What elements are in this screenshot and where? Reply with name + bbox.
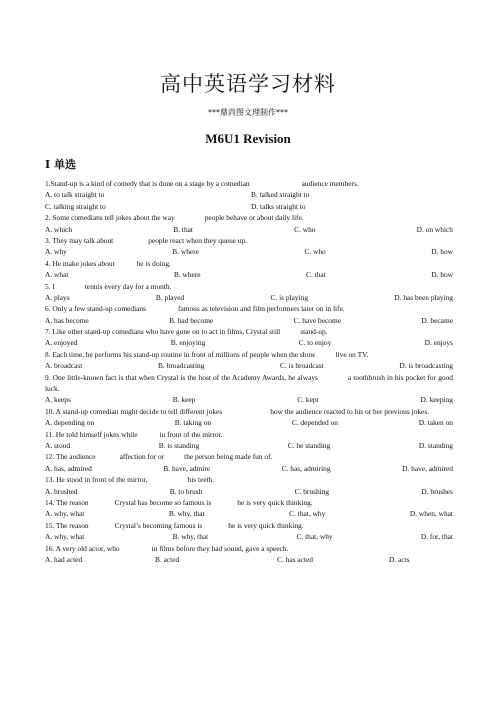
option-c[interactable]: C. have become xyxy=(293,315,341,325)
question-4 xyxy=(45,258,453,269)
option-a[interactable]: A. depending on xyxy=(45,418,95,428)
option-b[interactable]: B. talked straight to xyxy=(251,190,310,200)
options-row xyxy=(45,554,453,565)
question-stem: 14. The reason xyxy=(45,497,89,507)
option-d[interactable]: D. brushes xyxy=(421,486,453,496)
options-row xyxy=(45,440,453,451)
question-stem: 9. One little-known fact is that when Crystal is the host of the Academy Awards, he always xyxy=(45,372,318,382)
option-c[interactable]: C. that, why xyxy=(296,532,333,542)
option-a[interactable]: A. broadcast xyxy=(45,361,83,371)
document-title: 高中英语学习材料 xyxy=(160,72,336,96)
question-stem-end: stand-up. xyxy=(300,327,328,337)
question-stem: 1.Stand-up is a kind of comedy that is done on a stage by a comedian xyxy=(45,179,250,188)
question-9 xyxy=(45,372,453,395)
option-c[interactable]: C. has acted xyxy=(277,554,313,564)
options-row xyxy=(45,508,453,519)
question-stem-end: people react when they queue up. xyxy=(148,235,248,245)
option-b[interactable]: B. that xyxy=(173,224,193,234)
option-d[interactable]: D. keeping xyxy=(420,395,453,405)
options-row xyxy=(45,486,453,497)
option-d[interactable]: D. how xyxy=(431,270,453,280)
option-a[interactable]: A. what xyxy=(45,270,69,280)
option-c[interactable]: C. brushing xyxy=(294,486,330,496)
options-row xyxy=(45,417,453,428)
option-c[interactable]: C. depended on xyxy=(291,418,338,428)
question-1 xyxy=(45,178,453,189)
option-b[interactable]: B. why, that xyxy=(172,532,209,542)
section-heading: I 单选 xyxy=(45,158,76,171)
question-stem-end: he is very quick thinking. xyxy=(237,497,313,507)
option-d[interactable]: D. became xyxy=(421,315,453,325)
question-stem-end: tennis every day for a month. xyxy=(84,281,172,291)
option-a[interactable]: A. enjoyed xyxy=(45,338,78,348)
option-c[interactable]: C. talking straight to xyxy=(45,201,106,211)
option-d[interactable]: D. talks straight to xyxy=(251,201,306,211)
question-stem: 3. They may talk about xyxy=(45,235,114,245)
option-b[interactable]: B. acted xyxy=(155,554,180,564)
options-row xyxy=(45,224,453,235)
question-6 xyxy=(45,303,453,314)
question-stem: 16. A very old actor, who xyxy=(45,543,120,553)
question-stem-end: how the audience reacted to his or her previous jokes. xyxy=(270,406,430,416)
option-b[interactable]: B. enjoying xyxy=(170,338,206,348)
option-a[interactable]: A. why, what xyxy=(45,532,85,542)
options-row xyxy=(45,531,453,542)
options-row xyxy=(45,360,453,371)
options-row xyxy=(45,315,453,326)
option-a[interactable]: A. why, what xyxy=(45,509,85,519)
option-d[interactable]: D. have, admired xyxy=(402,463,453,473)
question-2 xyxy=(45,212,453,223)
option-d[interactable]: D. has been playing xyxy=(394,292,453,302)
document-subtitle: ***鼎尚图文理制作*** xyxy=(208,108,288,117)
option-d[interactable]: D. for, that xyxy=(420,532,453,542)
question-stem: 7. Like other stand-up comedians who have gone on to act in films, Crystal still xyxy=(45,327,281,337)
question-stem-end: he is very quick thinking. xyxy=(228,520,304,530)
option-a[interactable]: A. plays xyxy=(45,292,70,302)
option-d[interactable]: D. on which xyxy=(416,224,453,234)
option-a[interactable]: A. to talk straight to xyxy=(45,190,105,200)
option-c[interactable]: C. is broadcast xyxy=(280,361,324,371)
question-stem: 11. He told himself jokes while xyxy=(45,429,138,439)
options-row xyxy=(45,292,453,303)
option-b[interactable]: B. had become xyxy=(169,315,214,325)
option-a[interactable]: A. stood xyxy=(45,441,71,451)
question-stem-end: people behave or about daily life. xyxy=(204,213,304,223)
option-c[interactable]: C. to enjoy xyxy=(298,338,332,348)
options-row xyxy=(45,201,453,212)
question-5 xyxy=(45,281,453,292)
options-row xyxy=(45,246,453,257)
question-stem-end: his teeth. xyxy=(187,475,215,485)
question-14 xyxy=(45,497,453,508)
question-stem: 6. Only a few stand-up comedians xyxy=(45,304,146,314)
option-b[interactable]: B. where xyxy=(172,247,199,257)
option-b[interactable]: B. taking on xyxy=(174,418,212,428)
question-list xyxy=(45,178,453,565)
options-row xyxy=(45,269,453,280)
options-row xyxy=(45,337,453,348)
option-a[interactable]: A. keeps xyxy=(45,395,71,405)
option-a[interactable]: A. why xyxy=(45,247,67,257)
question-stem: 10. A stand-up comedian might decide to tell different jokes xyxy=(45,406,223,416)
question-15 xyxy=(45,520,453,531)
option-d[interactable]: D. acts xyxy=(389,554,410,564)
question-11 xyxy=(45,429,453,440)
question-stem-mid: Crystal’s becoming famous is xyxy=(114,520,203,530)
option-c[interactable]: C. he standing xyxy=(287,441,331,451)
question-10 xyxy=(45,406,453,417)
question-stem-end: a toothbrush in his pocket for good luck. xyxy=(45,372,453,394)
options-row xyxy=(45,189,453,200)
option-a[interactable]: A. had acted xyxy=(45,554,83,564)
question-stem: 4. He make jokes about xyxy=(45,258,115,268)
unit-heading: M6U1 Revision xyxy=(205,131,291,146)
option-b[interactable]: B. to brush xyxy=(169,486,203,496)
question-stem-end: in films before they had sound, gave a speech. xyxy=(151,543,289,553)
option-a[interactable]: A. has, admired xyxy=(45,463,92,473)
option-b[interactable]: B. have, admire xyxy=(163,463,211,473)
question-16 xyxy=(45,543,453,554)
question-stem-end: in front of the mirror. xyxy=(159,429,223,439)
question-3 xyxy=(45,235,453,246)
option-d[interactable]: D. when, what xyxy=(409,509,453,519)
question-stem: 15. The reason xyxy=(45,520,89,530)
option-d[interactable]: D. enjoys xyxy=(424,338,453,348)
question-13 xyxy=(45,474,453,485)
option-c[interactable]: C. who xyxy=(294,224,316,234)
option-c[interactable]: C. is playing xyxy=(270,292,309,302)
option-b[interactable]: B. broadcasting xyxy=(158,361,205,371)
options-row xyxy=(45,463,453,474)
question-stem: 2. Some comedians tell jokes about the way xyxy=(45,213,175,223)
question-stem-end: audience members. xyxy=(301,179,359,188)
question-stem: 5. I xyxy=(45,281,55,291)
question-12 xyxy=(45,451,453,462)
option-c[interactable]: C. kept xyxy=(297,395,319,405)
option-d[interactable]: D. is broadcasting xyxy=(399,361,453,371)
question-8 xyxy=(45,349,453,360)
option-b[interactable]: B. where xyxy=(173,270,201,280)
option-a[interactable]: A. has become xyxy=(45,315,89,325)
question-stem-end: he is doing. xyxy=(136,258,171,268)
options-row xyxy=(45,394,453,405)
question-7 xyxy=(45,326,453,337)
question-stem-end: the person being made fun of. xyxy=(184,452,273,462)
question-stem-mid: Crystal has become so famous is xyxy=(114,497,212,507)
question-stem: 13. He stood in front of the mirror, xyxy=(45,475,148,485)
question-stem-mid: affection for or xyxy=(119,452,165,462)
question-stem: 8. Each time, he performs his stand-up routine in front of millions of people when the show xyxy=(45,349,316,359)
option-d[interactable]: D. standing xyxy=(418,441,453,451)
question-stem: 12. The audience xyxy=(45,452,96,462)
option-b[interactable]: B. played xyxy=(155,292,185,302)
question-stem-end: live on TV. xyxy=(335,349,369,359)
option-c[interactable]: C. that xyxy=(306,270,326,280)
option-c[interactable]: C. has, admiring xyxy=(281,463,331,473)
option-a[interactable]: A. which xyxy=(45,224,73,234)
question-stem-end: famous as television and film performers later on in life. xyxy=(177,304,345,314)
option-c[interactable]: C. who xyxy=(304,247,326,257)
option-b[interactable]: B. is standing xyxy=(158,441,200,451)
option-c[interactable]: C. that, why xyxy=(289,509,326,519)
option-a[interactable]: A. brushed xyxy=(45,486,78,496)
option-b[interactable]: B. why, that xyxy=(168,509,205,519)
option-d[interactable]: D. taken on xyxy=(418,418,453,428)
option-d[interactable]: D. how xyxy=(431,247,453,257)
option-b[interactable]: B. keep xyxy=(172,395,196,405)
